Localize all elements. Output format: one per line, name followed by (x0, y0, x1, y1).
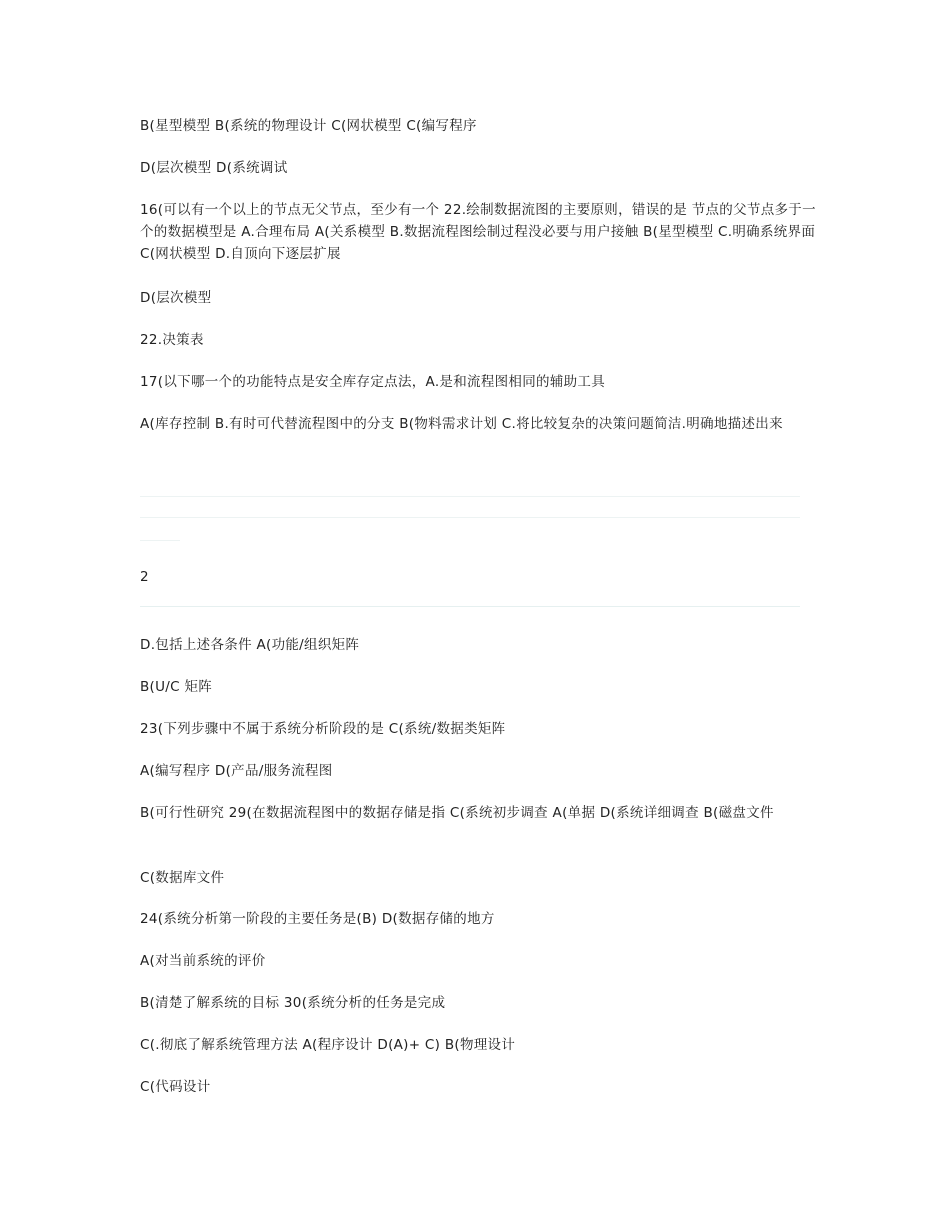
text-line-2: D(层次模型 D(系统调试 (140, 160, 288, 176)
faint-rule (140, 517, 800, 518)
text-line-14: 24(系统分析第一阶段的主要任务是(B) D(数据存储的地方 (140, 911, 495, 927)
text-line-16: B(清楚了解系统的目标 30(系统分析的任务是完成 (140, 995, 446, 1011)
text-line-18: C(代码设计 (140, 1079, 211, 1095)
text-line-9: B(U/C 矩阵 (140, 679, 213, 695)
page-break-rule (140, 606, 800, 607)
faint-rule (140, 496, 800, 497)
text-line-4: D(层次模型 (140, 290, 212, 306)
text-line-8: D.包括上述各条件 A(功能/组织矩阵 (140, 637, 360, 653)
text-paragraph-7: A(库存控制 B.有时可代替流程图中的分支 B(物料需求计划 C.将比较复杂的决策问题简洁.明确地描述出来 (140, 416, 783, 432)
text-paragraph-12: B(可行性研究 29(在数据流程图中的数据存储是指 C(系统初步调查 A(单据 D(系统详细调查 B(磁盘文件 (140, 805, 774, 821)
text-line-5: 22.决策表 (140, 332, 204, 348)
text-line-15: A(对当前系统的评价 (140, 953, 266, 969)
text-line-10: 23(下列步骤中不属于系统分析阶段的是 C(系统/数据类矩阵 (140, 721, 506, 737)
faint-rule (140, 540, 180, 541)
text-line-1: B(星型模型 B(系统的物理设计 C(网状模型 C(编写程序 (140, 118, 477, 134)
text-line-6: 17(以下哪一个的功能特点是安全库存定点法，A.是和流程图相同的辅助工具 (140, 374, 606, 390)
text-line-13: C(数据库文件 (140, 870, 225, 886)
text-line-11: A(编写程序 D(产品/服务流程图 (140, 763, 333, 779)
page-number: 2 (140, 569, 149, 585)
text-line-17: C(.彻底了解系统管理方法 A(程序设计 D(A)+ C) B(物理设计 (140, 1037, 516, 1053)
text-paragraph-3: 16(可以有一个以上的节点无父节点，至少有一个 22.绘制数据流图的主要原则，错误的是 节点的父节点多于一个的数据模型是 A.合理布局 A(关系模型 B.数据流程图绘制过程没必要与用户接触 B(星型模型 C.明确系统界面 C(网状模型 D.自顶向下逐层扩展 (140, 202, 816, 262)
